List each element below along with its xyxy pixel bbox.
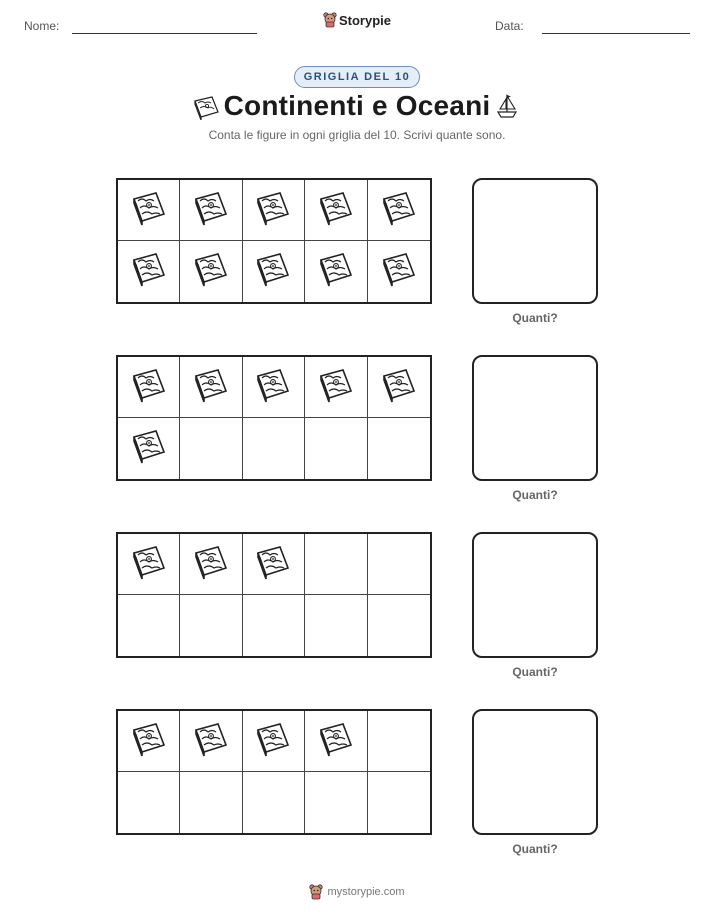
ten-frame-cell — [243, 595, 305, 656]
brand — [0, 12, 714, 33]
name-label: Nome: — [24, 19, 60, 33]
ten-frame-3 — [116, 532, 432, 658]
ten-frame-cell — [243, 711, 305, 772]
atlas-book-icon — [379, 249, 419, 294]
atlas-book-icon — [129, 365, 169, 410]
brand-name: Storypie — [338, 12, 391, 28]
ten-frame-cell — [305, 595, 367, 656]
ten-frame-cell — [243, 418, 305, 479]
atlas-book-icon — [129, 542, 169, 587]
answer-box-3[interactable] — [472, 532, 598, 658]
ten-frame-cell — [368, 534, 430, 595]
ten-frame-4 — [116, 709, 432, 835]
answer-label-4: Quanti? — [512, 842, 558, 856]
atlas-book-icon — [379, 365, 419, 410]
bear-mascot-icon — [309, 884, 323, 900]
answer-label-2: Quanti? — [512, 488, 558, 502]
footer — [0, 884, 714, 905]
ten-frame-cell — [305, 357, 367, 418]
ten-frame-cell — [368, 180, 430, 241]
ten-frame-cell — [243, 241, 305, 302]
atlas-book-icon — [253, 719, 293, 764]
atlas-book-icon — [129, 188, 169, 233]
atlas-book-icon — [253, 249, 293, 294]
ten-frame-cell — [243, 357, 305, 418]
page-title: Continenti e Oceani — [223, 90, 491, 121]
ten-frame-cell — [368, 772, 430, 833]
ten-frame-cell — [180, 241, 242, 302]
date-field-line[interactable] — [542, 33, 690, 34]
bear-mascot-icon — [323, 12, 337, 28]
answer-label-1: Quanti? — [512, 311, 558, 325]
ten-frame-cell — [118, 418, 180, 479]
ten-frame-cell — [368, 418, 430, 479]
ten-frame-cell — [118, 772, 180, 833]
ten-frame-cell — [243, 180, 305, 241]
sailboat-icon — [494, 92, 520, 120]
ten-frame-cell — [180, 418, 242, 479]
ten-frame-cell — [118, 534, 180, 595]
worksheet-type-badge: GRIGLIA DEL 10 — [294, 66, 421, 88]
date-label: Data: — [495, 19, 524, 33]
ten-frame-cell — [368, 357, 430, 418]
atlas-book-icon — [129, 249, 169, 294]
atlas-book-icon — [191, 719, 231, 764]
answer-box-2[interactable] — [472, 355, 598, 481]
ten-frame-cell — [118, 357, 180, 418]
answer-box-1[interactable] — [472, 178, 598, 304]
answer-label-3: Quanti? — [512, 665, 558, 679]
ten-frame-cell — [305, 772, 367, 833]
atlas-book-icon — [316, 719, 356, 764]
atlas-book-icon — [191, 249, 231, 294]
atlas-book-icon — [129, 426, 169, 471]
ten-frame-cell — [118, 711, 180, 772]
atlas-book-icon — [316, 188, 356, 233]
ten-frame-1 — [116, 178, 432, 304]
ten-frame-cell — [243, 534, 305, 595]
ten-frame-cell — [368, 711, 430, 772]
ten-frame-cell — [243, 772, 305, 833]
ten-frame-cell — [180, 772, 242, 833]
atlas-book-icon — [253, 365, 293, 410]
ten-frame-cell — [368, 241, 430, 302]
atlas-book-icon — [129, 719, 169, 764]
ten-frame-2 — [116, 355, 432, 481]
atlas-book-icon — [253, 542, 293, 587]
atlas-book-icon — [379, 188, 419, 233]
ten-frame-cell — [118, 241, 180, 302]
name-field-line[interactable] — [72, 33, 257, 34]
ten-frame-cell — [180, 357, 242, 418]
ten-frame-cell — [368, 595, 430, 656]
atlas-book-icon — [253, 188, 293, 233]
ten-frame-cell — [180, 595, 242, 656]
atlas-book-icon — [191, 365, 231, 410]
footer-url: mystorypie.com — [327, 886, 405, 898]
atlas-book-icon — [316, 249, 356, 294]
answer-box-4[interactable] — [472, 709, 598, 835]
ten-frame-cell — [118, 180, 180, 241]
ten-frame-cell — [180, 534, 242, 595]
ten-frame-cell — [305, 418, 367, 479]
ten-frame-cell — [118, 595, 180, 656]
ten-frame-cell — [305, 711, 367, 772]
ten-frame-cell — [305, 180, 367, 241]
atlas-book-icon — [316, 365, 356, 410]
instructions: Conta le figure in ogni griglia del 10. Scrivi quante sono. — [208, 128, 506, 142]
ten-frame-cell — [180, 711, 242, 772]
atlas-book-icon — [191, 188, 231, 233]
atlas-book-icon — [191, 542, 231, 587]
ten-frame-cell — [180, 180, 242, 241]
ten-frame-cell — [305, 534, 367, 595]
ten-frame-cell — [305, 241, 367, 302]
